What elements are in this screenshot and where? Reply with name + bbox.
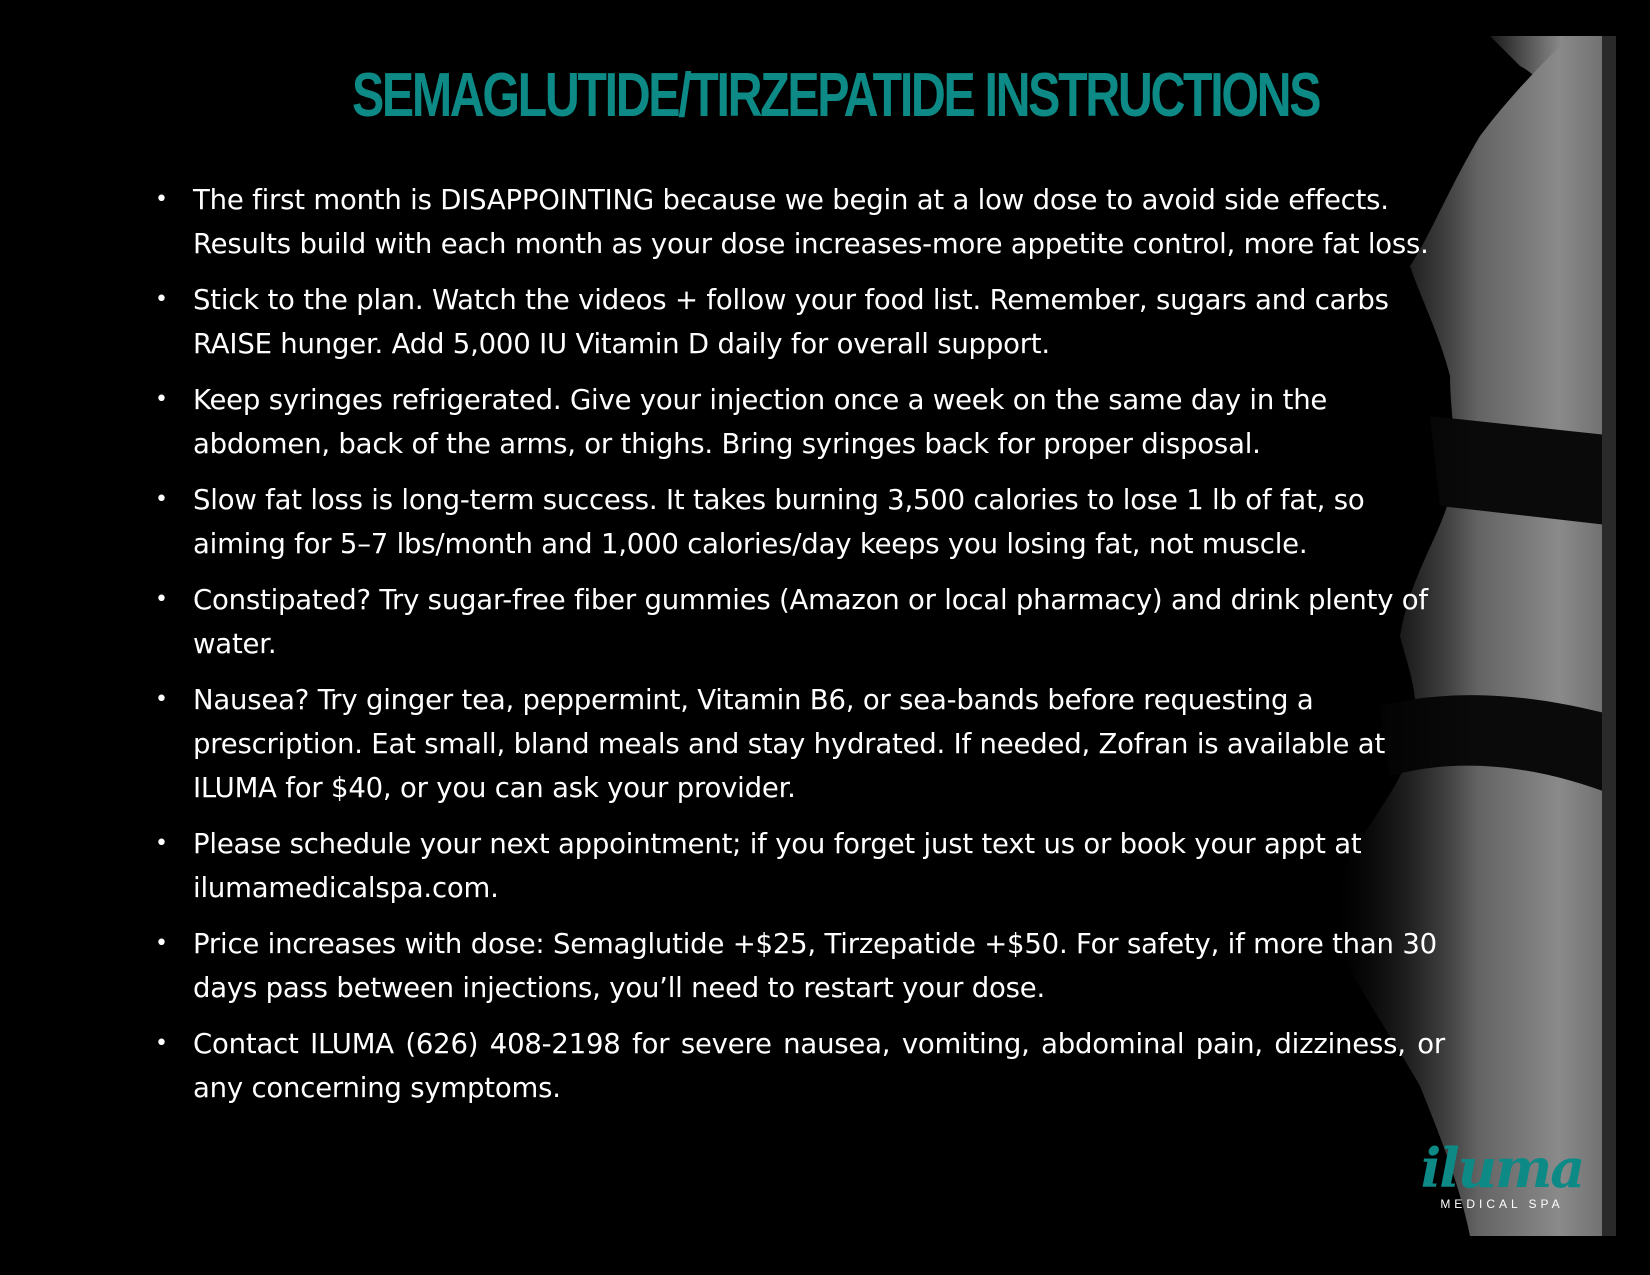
list-item: [155, 178, 1445, 266]
list-item: [155, 578, 1445, 666]
page-title: SEMAGLUTIDE/TIRZEPATIDE INSTRUCTIONS: [351, 61, 1320, 130]
logo-subtitle: MEDICAL SPA: [1440, 1197, 1564, 1211]
bullet-icon: •: [155, 1031, 168, 1056]
bullet-icon: •: [155, 287, 168, 312]
bullet-icon: •: [155, 487, 168, 512]
instruction-text: The first month is DISAPPOINTING because we begin at a low dose to avoid side effects. Results build with each month as your dose increases-more appetite control, more fat loss.: [193, 184, 1429, 260]
instruction-text: Nausea? Try ginger tea, peppermint, Vitamin B6, or sea-bands before requesting a prescription. Eat small, bland meals and stay hydrated. If needed, Zofran is available at ILUMA for $40, or you can ask your provider.: [193, 684, 1386, 804]
instruction-list: [155, 178, 1445, 1122]
list-item: [155, 1022, 1445, 1110]
brand-logo: [1412, 1136, 1592, 1220]
list-item: [155, 378, 1445, 466]
bullet-icon: •: [155, 387, 168, 412]
instruction-text: Constipated? Try sugar-free fiber gummies (Amazon or local pharmacy) and drink plenty of water.: [193, 584, 1428, 660]
list-item: [155, 678, 1445, 810]
bullet-icon: •: [155, 831, 168, 856]
bullet-icon: •: [155, 931, 168, 956]
list-item: [155, 278, 1445, 366]
list-item: [155, 922, 1445, 1010]
list-item: [155, 822, 1445, 910]
instruction-text: Keep syringes refrigerated. Give your injection once a week on the same day in the abdomen, back of the arms, or thighs. Bring syringes back for proper disposal.: [193, 384, 1328, 460]
instruction-text: Stick to the plan. Watch the videos + follow your food list. Remember, sugars and carbs RAISE hunger. Add 5,000 IU Vitamin D daily for overall support.: [193, 284, 1389, 360]
instruction-text: Contact ILUMA (626) 408-2198 for severe nausea, vomiting, abdominal pain, dizziness, or any concerning symptoms.: [193, 1028, 1445, 1104]
instruction-text: Please schedule your next appointment; if you forget just text us or book your appt at ilumamedicalspa.com.: [193, 828, 1362, 904]
bullet-icon: •: [155, 687, 168, 712]
bullet-icon: •: [155, 587, 168, 612]
instruction-text: Price increases with dose: Semaglutide +$25, Tirzepatide +$50. For safety, if more than 30 days pass between injections, you’ll need to restart your dose.: [193, 928, 1437, 1004]
instruction-text: Slow fat loss is long-term success. It takes burning 3,500 calories to lose 1 lb of fat, so aiming for 5–7 lbs/month and 1,000 calories/day keeps you losing fat, not muscle.: [193, 484, 1365, 560]
logo-wordmark: iluma: [1420, 1136, 1584, 1200]
list-item: [155, 478, 1445, 566]
bullet-icon: •: [155, 187, 168, 212]
